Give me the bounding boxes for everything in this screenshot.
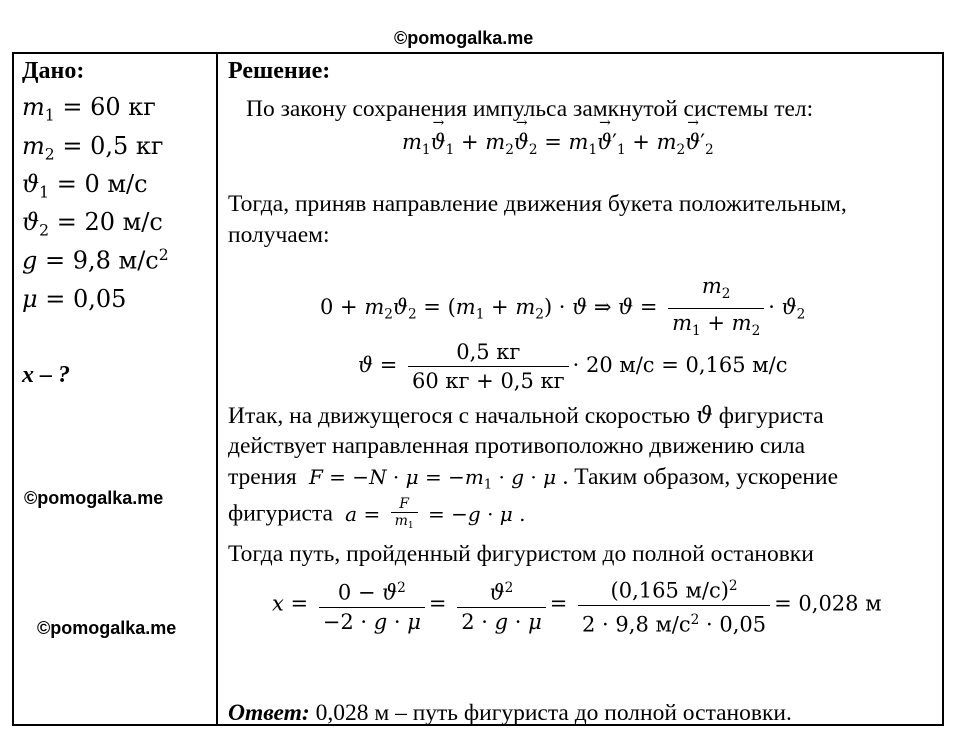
given-mu-value: 0,05	[72, 285, 127, 313]
solution-line-2: Тогда, приняв направление движения букета положительным,	[228, 191, 847, 217]
solution-line-7: фигуриста a = $\frac{F}{m_1}$ = −g · μ .	[228, 496, 526, 532]
given-title: Дано:	[22, 58, 85, 84]
distance-equation: x = $\frac{0 - ϑ^2}{-2 \cdot g \cdot \mu}$ = $\frac{ϑ^2}{2 \cdot g \cdot \mu}$ = $\frac{(0,165 м/с)^2}{2 \cdot 9,8 м/с^2 \cdot 0,05}$ = 0,028 м	[272, 572, 882, 638]
column-divider	[216, 52, 218, 726]
solution-line-6: трения $F = -N \cdot \mu = -m_1 \cdot g \cdot \mu$ . Таким образом, ускорение	[228, 464, 839, 493]
given-question: x – ?	[22, 362, 70, 388]
momentum-equation: $m_1\to ϑ_1 + m_2\to ϑ_2 = m_1\to ϑ'_1 + m_2\to ϑ'_2$	[402, 130, 714, 158]
solution-line-5: действует направленная противоположно движению сила	[228, 433, 806, 459]
velocity-denominator: 60 кг + 0,5 кг	[411, 369, 565, 393]
answer-line	[228, 698, 792, 729]
answer-text: 0,028 м – путь фигуриста до полной остановки.	[315, 700, 792, 726]
velocity-equation: $0 + m_2ϑ_2 = (m_1 + m_2) \cdot ϑ$ ⇒ ϑ = $\frac{m_2}{m_1 + m_2}$ · $ϑ_2$	[320, 274, 806, 339]
answer-label: Ответ:	[228, 700, 310, 726]
velocity-result: · 20 м/с = 0,165 м/с	[572, 353, 788, 377]
given-m1-value: 60 кг	[90, 93, 156, 121]
distance-result: = 0,028 м	[774, 591, 882, 616]
solution-line-1: По закону сохранения импульса замкнутой системы тел:	[246, 96, 814, 122]
solution-line-4: Итак, на движущегося с начальной скоростью ϑ фигуриста	[228, 401, 824, 429]
given-m1: $m_1 = 60$ кг	[22, 93, 156, 125]
given-v1: $ϑ_1 = 0$ м/с	[22, 170, 148, 202]
watermark-middle: ©pomogalka.me	[24, 488, 164, 508]
given-v1-value: 0 м/с	[84, 170, 148, 198]
given-m2: $m_2 = 0,5$ кг	[22, 132, 164, 164]
watermark-lower: ©pomogalka.me	[37, 618, 177, 638]
distance-numerator: (0,165 м/с)	[610, 578, 729, 603]
watermark-top: ©pomogalka.me	[394, 28, 534, 48]
solution-title: Решение:	[228, 58, 331, 84]
given-v2: $ϑ_2 = 20$ м/с	[22, 208, 163, 240]
given-g-value: 9,8 м/с	[72, 246, 159, 275]
solution-line-3: получаем:	[228, 222, 330, 248]
given-m2-value: 0,5 кг	[90, 132, 164, 160]
distance-denominator: 2 · 9,8 м/с	[582, 612, 691, 636]
velocity-numerator: 0,5 кг	[408, 338, 569, 367]
velocity-calculation: ϑ = $\frac{0,5 кг}{60 кг + 0,5 кг}$ · 20 м/с = 0,165 м/с	[358, 340, 788, 393]
given-v2-value: 20 м/с	[84, 208, 163, 236]
given-mu: μ = 0,05	[22, 285, 127, 313]
solution-line-8: Тогда путь, пройденный фигуристом до полной остановки	[228, 541, 814, 567]
given-g: g = 9,8 $м/с^2$	[22, 246, 169, 275]
